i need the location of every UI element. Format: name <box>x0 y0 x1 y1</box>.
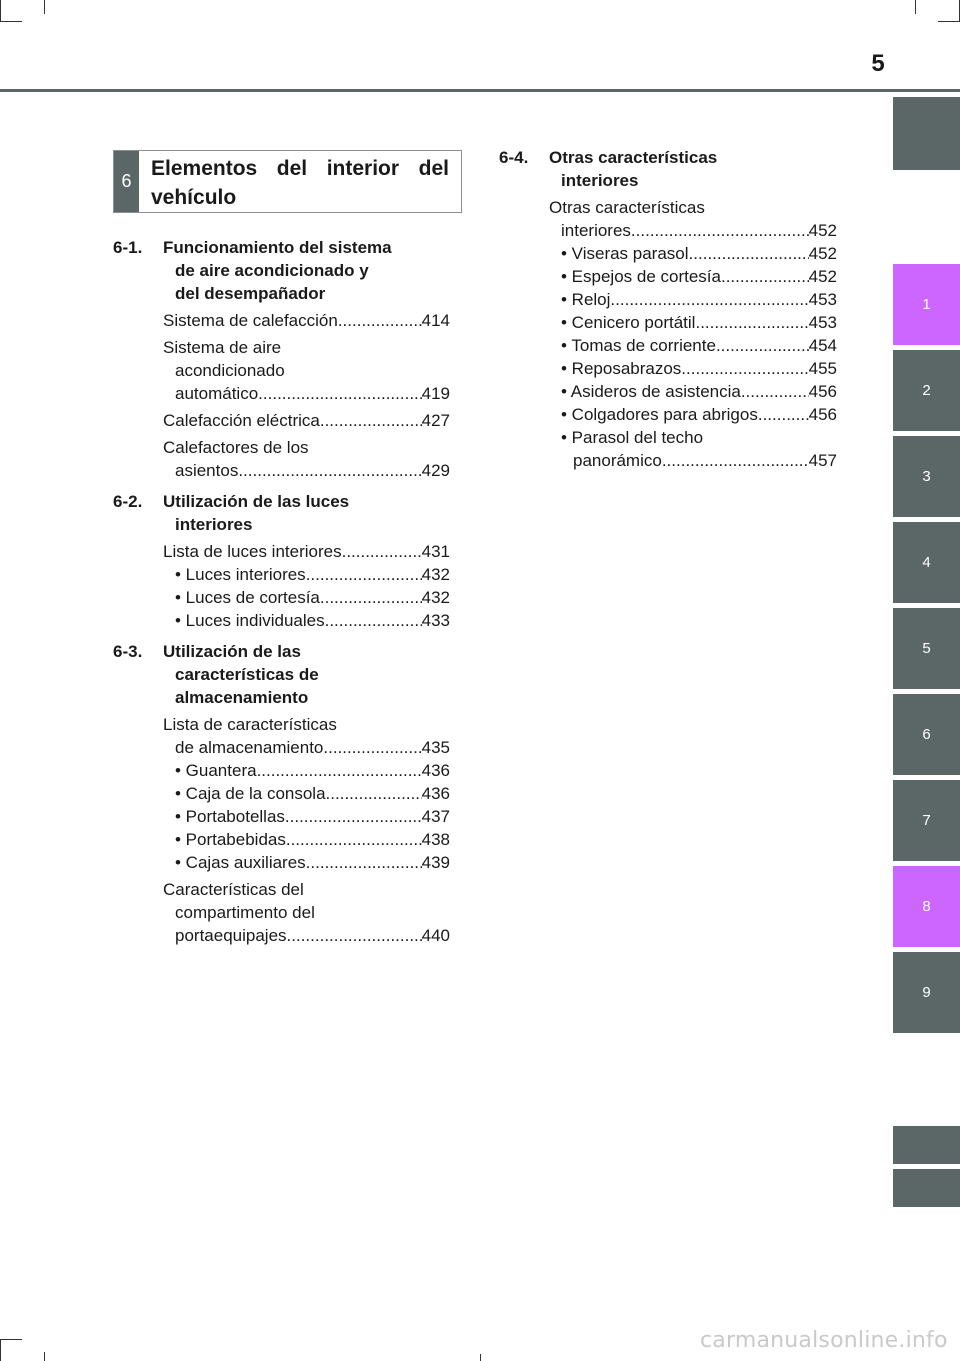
toc-entry-label: • Parasol del techo <box>561 428 704 447</box>
toc-entry-page: 433 <box>421 611 450 630</box>
toc-group-title: del desempañador <box>175 284 326 303</box>
section-title-line: Elementos del interior del <box>151 157 449 180</box>
toc-subentry[interactable] <box>175 805 450 828</box>
toc-group-6-4 <box>499 146 837 472</box>
header-rule <box>0 89 960 92</box>
toc-subentry[interactable] <box>175 851 450 874</box>
toc-subentry[interactable] <box>175 759 450 782</box>
toc-entry-label: interiores <box>561 221 631 240</box>
toc-entry-label: Calefacción eléctrica <box>163 411 320 430</box>
toc-group-title: de aire acondicionado y <box>175 261 369 280</box>
toc-group-title: Utilización de las luces <box>163 492 350 511</box>
toc-group-heading <box>499 146 837 192</box>
toc-entry-label: • Tomas de corriente <box>561 336 716 355</box>
toc-entry-label: • Viseras parasol <box>561 244 689 263</box>
toc-entry-label: • Colgadores para abrigos <box>561 405 758 424</box>
toc-entry-page: 453 <box>808 290 837 309</box>
toc-entry-label: portaequipajes <box>175 926 287 945</box>
toc-group-title: almacenamiento <box>175 688 309 707</box>
toc-group-title: características de <box>175 665 319 684</box>
toc-entry-label: Calefactores de los <box>163 438 309 457</box>
chapter-tab-9[interactable]: 9 <box>893 952 960 1033</box>
toc-entry[interactable] <box>113 540 450 632</box>
chapter-tab-2[interactable]: 2 <box>893 350 960 431</box>
section-header <box>113 150 462 213</box>
toc-entry-label: Lista de características <box>163 715 337 734</box>
toc-entry-label: Lista de luces interiores <box>163 542 342 561</box>
toc-entry-label: • Luces interiores <box>175 565 306 584</box>
toc-entry[interactable] <box>113 409 450 432</box>
toc-entry-label: • Portabebidas <box>175 830 286 849</box>
toc-subentry[interactable] <box>561 334 837 357</box>
toc-subentry[interactable] <box>175 563 450 586</box>
toc-entry-label: de almacenamiento <box>175 738 324 757</box>
toc-entry-label: Sistema de calefacción <box>163 311 338 330</box>
toc-entry[interactable] <box>113 309 450 332</box>
toc-entry-label: • Luces de cortesía <box>175 588 320 607</box>
watermark: carmanualsonline.info <box>700 1328 948 1353</box>
toc-subentry[interactable] <box>561 311 837 334</box>
toc-entry-label: • Portabotellas <box>175 807 285 826</box>
toc-entry-label: • Caja de la consola <box>175 784 326 803</box>
crop-mark <box>44 0 45 14</box>
toc-entry-label: • Cajas auxiliares <box>175 853 306 872</box>
chapter-tab-8[interactable]: 8 <box>893 866 960 947</box>
chapter-tab-last[interactable] <box>893 1169 960 1207</box>
toc-entry-page: 429 <box>421 461 450 480</box>
chapter-tab-6[interactable]: 6 <box>893 694 960 775</box>
chapter-tab-4[interactable]: 4 <box>893 522 960 603</box>
toc-entry-page: 455 <box>808 359 837 378</box>
toc-subentry[interactable] <box>175 828 450 851</box>
toc-entry-page: 427 <box>421 411 450 430</box>
toc-group-title: Otras características <box>549 148 718 167</box>
toc-entry-label: • Cenicero portátil <box>561 313 696 332</box>
toc-subentry[interactable] <box>561 242 837 265</box>
chapter-tab-index[interactable] <box>893 1126 960 1164</box>
toc-group-code: 6-1. <box>113 238 143 257</box>
toc-entry-label: • Luces individuales <box>175 611 325 630</box>
toc-entry[interactable] <box>113 713 450 874</box>
toc-entry-page: 431 <box>421 542 450 561</box>
toc-column-left <box>113 236 450 955</box>
toc-group-heading <box>113 490 450 536</box>
toc-entry-label: • Reposabrazos <box>561 359 682 378</box>
toc-entry-label: • Guantera <box>175 761 257 780</box>
toc-subentry[interactable] <box>561 403 837 426</box>
toc-entry-page: 440 <box>421 926 450 945</box>
toc-entry-page: 452 <box>808 221 837 240</box>
crop-mark <box>480 1354 481 1361</box>
toc-entry-page: 432 <box>421 565 450 584</box>
toc-entry-label: Sistema de aire <box>163 338 282 357</box>
toc-group-6-2 <box>113 490 450 632</box>
toc-entry-page: 414 <box>421 311 450 330</box>
toc-entry-page: 456 <box>808 405 837 424</box>
chapter-tab-top[interactable] <box>893 97 960 170</box>
toc-group-title: Funcionamiento del sistema <box>163 238 392 257</box>
toc-entry-label: automático <box>175 384 259 403</box>
toc-entry-page: 452 <box>808 267 837 286</box>
chapter-tab-5[interactable]: 5 <box>893 608 960 689</box>
toc-entry-page: 419 <box>421 384 450 403</box>
chapter-tab-3[interactable]: 3 <box>893 436 960 517</box>
toc-entry-label: Características del <box>163 880 304 899</box>
toc-entry-label: compartimento del <box>175 903 315 922</box>
toc-entry-page: 452 <box>808 244 837 263</box>
toc-group-heading <box>113 236 450 305</box>
toc-entry-page: 432 <box>421 588 450 607</box>
toc-entry-page: 454 <box>808 336 837 355</box>
chapter-tab-1[interactable]: 1 <box>893 264 960 345</box>
toc-group-title: Utilización de las <box>163 642 301 661</box>
crop-mark <box>0 1339 1 1361</box>
toc-entry-label: • Asideros de asistencia <box>561 382 741 401</box>
toc-group-6-3 <box>113 640 450 947</box>
toc-subentry[interactable] <box>561 357 837 380</box>
toc-entry-page: 439 <box>421 853 450 872</box>
toc-subentry[interactable] <box>175 586 450 609</box>
toc-entry[interactable] <box>499 196 837 472</box>
toc-subentry[interactable] <box>175 609 450 632</box>
toc-group-heading <box>113 640 450 709</box>
toc-group-title: interiores <box>561 171 639 190</box>
section-number: 6 <box>114 151 139 212</box>
toc-entry-label: acondicionado <box>175 361 285 380</box>
page-number: 5 <box>871 50 885 77</box>
toc-group-code: 6-4. <box>499 148 529 167</box>
toc-entry-label: asientos <box>175 461 239 480</box>
chapter-tab-7[interactable]: 7 <box>893 780 960 861</box>
toc-entry-page: 436 <box>421 761 450 780</box>
toc-subentry[interactable] <box>561 265 837 288</box>
toc-subentry[interactable] <box>561 288 837 311</box>
toc-group-code: 6-2. <box>113 492 143 511</box>
crop-mark <box>0 21 22 22</box>
toc-group-title: interiores <box>175 515 253 534</box>
toc-entry-page: 435 <box>421 738 450 757</box>
chapter-tabs <box>893 0 960 1361</box>
toc-entry-page: 457 <box>808 451 837 470</box>
toc-entry-label: panorámico <box>573 451 662 470</box>
toc-entry[interactable] <box>113 436 450 482</box>
toc-entry-page: 438 <box>421 830 450 849</box>
toc-entry-page: 437 <box>421 807 450 826</box>
section-title-line: vehículo <box>151 186 237 209</box>
section-title <box>139 151 461 212</box>
crop-mark <box>44 1352 45 1361</box>
toc-entry-label: Otras características <box>549 198 705 217</box>
toc-subentry[interactable] <box>561 380 837 403</box>
toc-entry-label: • Espejos de cortesía <box>561 267 721 286</box>
toc-entry[interactable] <box>113 878 450 947</box>
toc-entry-page: 436 <box>421 784 450 803</box>
toc-group-code: 6-3. <box>113 642 143 661</box>
toc-entry[interactable] <box>113 336 450 405</box>
toc-group-6-1 <box>113 236 450 482</box>
crop-mark <box>0 1339 22 1340</box>
toc-entry-label: • Reloj <box>561 290 611 309</box>
toc-entry-page: 456 <box>808 382 837 401</box>
toc-column-right <box>499 146 837 480</box>
crop-mark <box>0 0 1 22</box>
toc-subentry[interactable] <box>175 782 450 805</box>
toc-subentry[interactable] <box>561 426 837 472</box>
toc-entry-page: 453 <box>808 313 837 332</box>
